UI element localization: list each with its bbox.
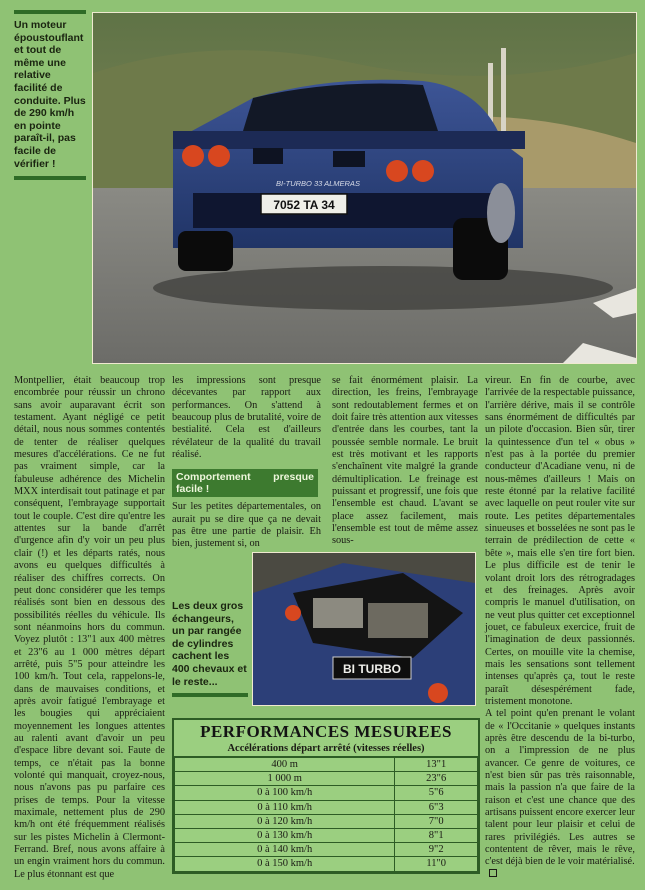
article-column-4 — [485, 375, 635, 881]
column-3-text: se fait énormément plaisir. La direction, les freins, l'embrayage sont redoutablement fermes et on doit faire très attention aux vitesses d'entrée dans les courbes, tant la poussée semble normale. Le bruit est très motivant et les rapports s'enchaînent vite malgré la grande démultiplication. Le freinage est puissant et progressif, une fois que l'ensemble est chaud. L'avant se place assez facilement, mais l'ensemble est tout de même assez sous- — [332, 375, 478, 547]
row-value: 7"0 — [395, 814, 478, 828]
caption-mid: Les deux gros échangeurs, un par rangée de cylindres cachent les 400 chevaux et le reste... — [172, 600, 247, 688]
column-4-text-a: vireur. En fin de courbe, avec l'arrivée de la respectable puissance, l'arrière dérive, mais il se contrôle sans énormément de difficultés par un pilote d'occasion. Bien sûr, tirer la quintessence d'un tel « obus » n'est pas à la portée du premier conducteur d'Acadiane venu, ni de nous-mêmes d'ailleurs ! Mais on reste étonné par la relative facilité avec laquelle on peut rouler vite sur route. Les petites départementales sinueuses et bosselées ne sont pas le terrain de prédilection de cette « bête », mais elle s'en tire fort bien. Le plus difficile est de tenir le volant droit lors des rétrogradages et des freinages. Après avoir compris le manuel d'utilisation, on ne veut plus quitter cet exceptionnel jouet, ce fabuleux exercice, fruit de l'imagination de deux passionnés. Certes, on mouille vite la chemise, mais les sensations sont tellement intenses qu'après ça, tout le reste paraît désespérément fade, tristement monotone. — [485, 375, 635, 707]
row-label: 0 à 150 km/h — [175, 857, 395, 871]
column-1-text: Montpellier, était beaucoup trop encombrée pour réussir un chrono sans avoir auparavant écrit son testament. Ayant négligé ce petit détail, nous nous sommes contentés de tenter de réaliser quelques mesures d'accélérations. Ce ne fut pas vraiment simple, car la fabuleuse adhérence des Michelin MXX interdisait tout patinage et par conséquent, l'embrayage supportait tout le couple. C'est dire qu'entre les attentes sur la bande d'arrêt d'urgence afin d'y voir un peu plus clair (!) et les départs ratés, nous avons eu quelques difficultés à réaliser des chiffres corrects. On peut donc considérer que les temps réalisés sont bien en dessous des possibilités réelles du véhicule. Ils sont néanmoins hors du commun. Voyez plutôt : 13"1 aux 400 mètres et 23"6 au 1 000 mètres départ arrêté, puis 5"5 pour atteindre les 100 km/h. Tout cela, rappelons-le, dans de mauvaises conditions, et après avoir fatigué l'embrayage et les bougies qui appréciaient moyennement les longues attentes au ralenti avant d'avoir un peu d'espace libre devant soi. Faute de temps, ce n'était pas la bonne volonté qui manquait, croyez-nous, nous n'avons pas pu parfaire ces prises de temps. Pour la vitesse maximale, nettement plus de 290 km/h ont été fréquemment réalisés sur les pistes Michelin à Clermont-Ferrand. Bref, nous avons affaire à un engin vraiment hors du commun. Le plus étonnant est que — [14, 375, 165, 880]
row-label: 0 à 110 km/h — [175, 800, 395, 814]
article-column-3 — [332, 375, 478, 548]
table-row — [175, 800, 478, 814]
performance-title: PERFORMANCES MESUREES — [200, 722, 452, 741]
row-value: 6"3 — [395, 800, 478, 814]
row-label: 400 m — [175, 758, 395, 772]
plate-mid: BI TURBO — [343, 662, 401, 676]
plate-top: 7052 TA 34 — [273, 198, 335, 212]
table-row — [175, 843, 478, 857]
row-value: 13"1 — [395, 758, 478, 772]
table-row — [175, 814, 478, 828]
photo-car-rear — [92, 12, 637, 364]
caption-top-block — [14, 10, 86, 180]
row-label: 0 à 120 km/h — [175, 814, 395, 828]
row-value: 9"2 — [395, 843, 478, 857]
caption-top: Un moteur époustouflant et tout de même une relative facilité de conduite. Plus de 290 km/h en pointe paraît-il, pas facile de vérifier ! — [14, 19, 86, 170]
subheading: Comportement presque facile ! — [172, 469, 318, 497]
caption-mid-rule — [172, 693, 248, 697]
performance-table — [174, 757, 478, 872]
caption-mid-block — [172, 600, 248, 697]
caption-top-rule-lower — [14, 176, 86, 180]
table-row — [175, 758, 478, 772]
article-column-2 — [172, 375, 321, 551]
caption-top-rule-upper — [14, 10, 86, 14]
photo-engine-bay — [252, 552, 476, 706]
table-row — [175, 828, 478, 842]
column-2-text-b: Sur les petites départementales, on aurait pu se dire que ça ne devait pas être une partie de plaisir. Eh bien, justement si, on — [172, 501, 321, 550]
column-2-text-a: les impressions sont presque décevantes par rapport aux performances. On s'attend à beaucoup plus de brutalité, voire de bestialité. Cela est d'ailleurs révélateur de la qualité du travail réalisé. — [172, 375, 321, 461]
car-badge: BI-TURBO 33 ALMERAS — [276, 179, 360, 188]
row-label: 0 à 130 km/h — [175, 828, 395, 842]
table-row — [175, 772, 478, 786]
row-label: 1 000 m — [175, 772, 395, 786]
performance-subtitle: Accélérations départ arrêté (vitesses réelles) — [174, 742, 478, 757]
column-4-text-b: A tel point qu'en prenant le volant de « l'Occitanie » quelques instants après être descendu de la bi-turbo, on a l'impression de ne plus avancer. Ce genre de voitures, ce n'est bien sûr pas très raisonnable, mais la passion n'a que faire de la raison et c'est une chance que des artisans puissent encore exercer leur talent pour leur plaisir et celui de rares privilégiés. Les autres se contentent de rêver, mais le rêve, c'est déjà bien de le voir matérialisé. — [485, 708, 635, 868]
engine-bay-illustration — [253, 553, 475, 705]
car-rear-illustration — [93, 13, 636, 363]
row-value: 23"6 — [395, 772, 478, 786]
end-square-icon — [489, 869, 497, 877]
row-label: 0 à 140 km/h — [175, 843, 395, 857]
performance-table-box — [172, 718, 480, 874]
row-value: 5"6 — [395, 786, 478, 800]
row-label: 0 à 100 km/h — [175, 786, 395, 800]
row-value: 11"0 — [395, 857, 478, 871]
table-row — [175, 786, 478, 800]
article-column-1 — [14, 375, 165, 881]
table-row — [175, 857, 478, 871]
row-value: 8"1 — [395, 828, 478, 842]
